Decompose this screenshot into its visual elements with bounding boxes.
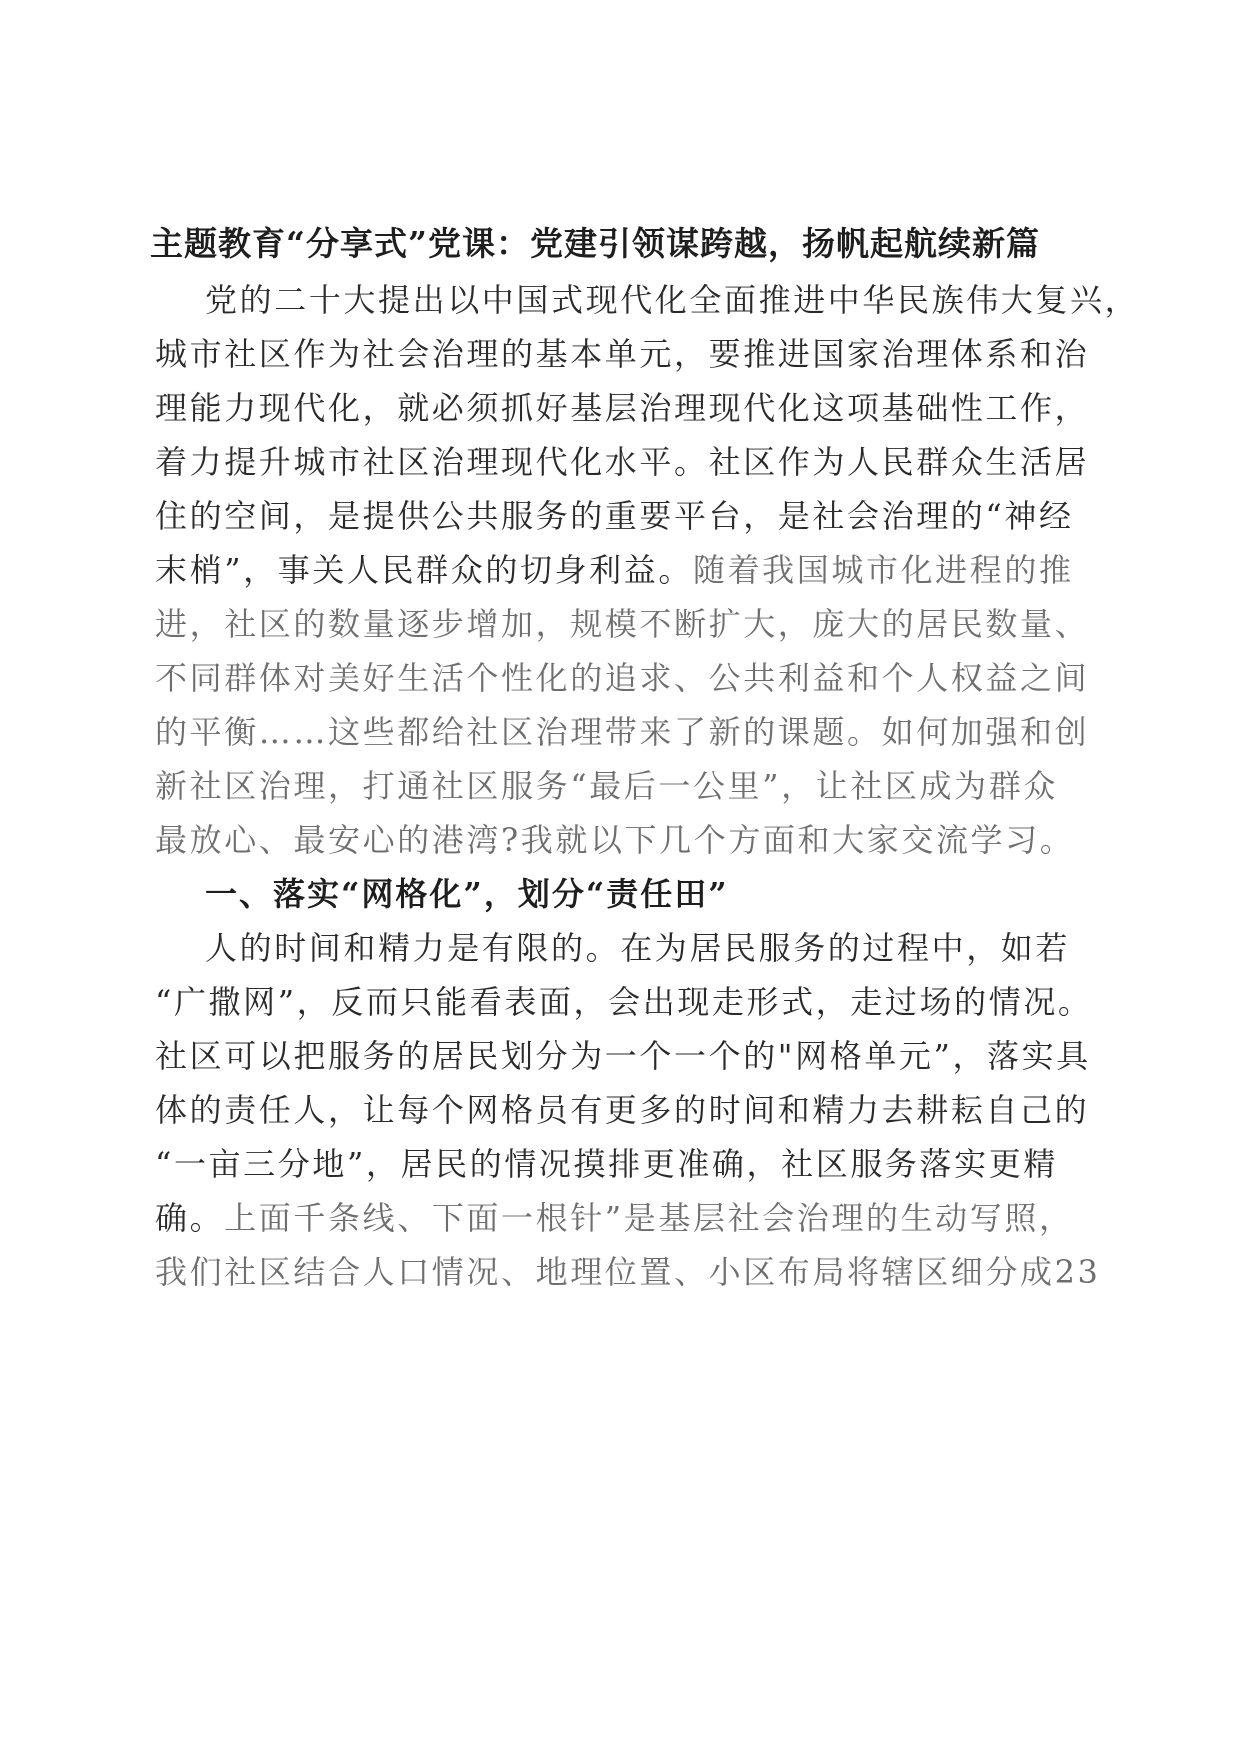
paragraph-line: 体的责任人，让每个网格员有更多的时间和精力去耕耘自己的 (155, 1091, 1090, 1129)
paragraph-line: “广撒网”，反而只能看表面，会出现走形式，走过场的情况。 (155, 983, 1093, 1021)
paragraph-line: 人的时间和精力是有限的。在为居民服务的过程中，如若 (205, 929, 1071, 967)
paragraph-line: 社区可以把服务的居民划分为一个一个的"网格单元”，落实具 (155, 1037, 1091, 1075)
paragraph-line-segment-gray: 随着我国城市化进程的推 (692, 551, 1074, 589)
paragraph-line: 着力提升城市社区治理现代化水平。社区作为人民群众生活居 (155, 443, 1090, 481)
paragraph-line: 党的二十大提出以中国式现代化全面推进中华民族伟大复兴， (205, 281, 1140, 319)
paragraph-line: “一亩三分地”，居民的情况摸排更准确，社区服务落实更精 (155, 1145, 1058, 1183)
paragraph-line: 新社区治理，打通社区服务“最后一公里”，让社区成为群众 (155, 767, 1058, 805)
paragraph-line: 的平衡……这些都给社区治理带来了新的课题。如何加强和创 (155, 713, 1090, 751)
paragraph-line-segment: 确。 (155, 1199, 225, 1237)
paragraph-line: 城市社区作为社会治理的基本单元，要推进国家治理体系和治 (155, 335, 1090, 373)
paragraph-line: 进，社区的数量逐步增加，规模不断扩大，庞大的居民数量、 (155, 605, 1090, 643)
paragraph-line: 我们社区结合人口情况、地理位置、小区布局将辖区细分成23 (155, 1253, 1101, 1291)
paragraph-line: 不同群体对美好生活个性化的追求、公共利益和个人权益之间 (155, 659, 1090, 697)
paragraph-line-segment: 末梢”，事关人民群众的切身利益。 (155, 551, 693, 589)
paragraph-line (155, 548, 1115, 592)
paragraph-line (155, 1196, 1115, 1240)
section-heading: 一、落实“网格化”，划分“责任田” (205, 875, 729, 913)
paragraph-line: 最放心、最安心的港湾?我就以下几个方面和大家交流学习。 (155, 821, 1075, 859)
paragraph-line: 住的空间，是提供公共服务的重要平台，是社会治理的“神经 (155, 497, 1074, 535)
paragraph-line-segment-gray: 上面千条线、下面一根针”是基层社会治理的生动写照， (224, 1199, 1074, 1237)
paragraph-line: 理能力现代化，就必须抓好基层治理现代化这项基础性工作， (155, 389, 1090, 427)
document-title: 主题教育“分享式”党课：党建引领谋跨越，扬帆起航续新篇 (150, 224, 1040, 263)
